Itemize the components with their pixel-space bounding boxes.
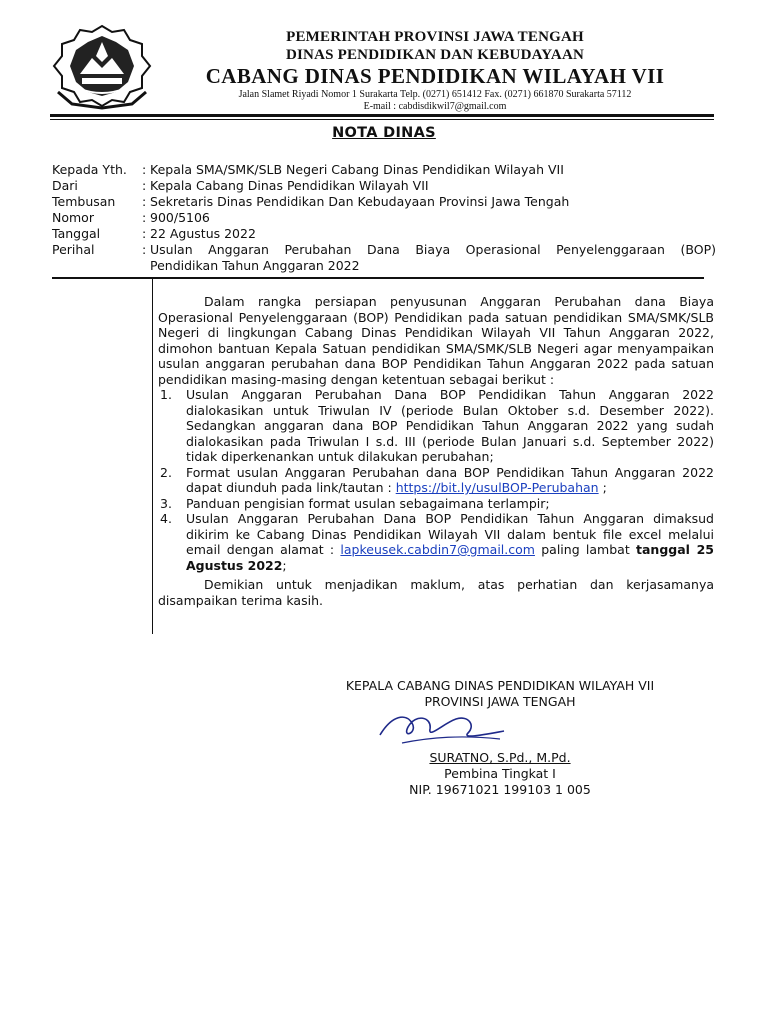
list-number: 3. [160, 495, 172, 511]
info-label: Nomor [52, 210, 94, 225]
info-label: Perihal [52, 242, 95, 257]
letterhead-rule-thick [50, 114, 714, 117]
list-item [158, 496, 714, 512]
list-item [158, 511, 714, 573]
info-value: 22 Agustus 2022 [150, 226, 256, 241]
info-value-continued: Pendidikan Tahun Anggaran 2022 [150, 258, 360, 273]
info-label: Tanggal [52, 226, 101, 241]
signatory-province: PROVINSI JAWA TENGAH [424, 694, 576, 709]
letterhead-rule-thin [50, 119, 714, 120]
header-divider [52, 277, 704, 279]
letterhead-government: PEMERINTAH PROVINSI JAWA TENGAH [286, 29, 584, 45]
letterhead-department: DINAS PENDIDIKAN DAN KEBUDAYAAN [285, 47, 585, 63]
body-margin-line [152, 279, 153, 634]
info-colon: : [142, 226, 147, 241]
handwritten-signature-icon [372, 705, 512, 753]
list-item [158, 387, 714, 465]
list-text [186, 465, 714, 496]
info-colon: : [142, 178, 147, 193]
intro-paragraph: Dalam rangka persiapan penyusunan Anggaran Perubahan dana Biaya Operasional Penyelenggaraan (BOP) Pendidikan pada satuan pendidikan SMA/SMK/SLB Negeri di lingkungan Cabang Dinas Pendidikan Wilayah VII Tahun Anggaran 2022, dimohon bantuan Kepala Satuan pendidikan SMA/SMK/SLB Negeri agar menyampaikan usulan anggaran perubahan dana BOP Pendidikan Tahun Anggaran 2022 pada satuan pendidikan masing-masing dengan ketentuan sebagai berikut : [158, 294, 714, 387]
info-row-kepada [52, 162, 716, 178]
list-text-part: paling lambat [534, 542, 637, 557]
list-text: Usulan Anggaran Perubahan Dana BOP Pendidikan Tahun Anggaran 2022 dialokasikan untuk Triwulan IV (periode Bulan Oktober s.d. Desember 2022). Sedangkan anggaran dana BOP Pendidikan Tahun Anggaran 2022 yang sudah dialokasikan pada Triwulan I s.d. III (periode Bulan Januari s.d. September 2022) tidak diperkenankan untuk dilakukan perubahan; [186, 387, 714, 464]
info-row-dari [52, 178, 716, 194]
list-number: 4. [160, 511, 172, 526]
deadline-text: tanggal 25 Agustus 2022 [186, 542, 714, 573]
info-value: Sekretaris Dinas Pendidikan Dan Kebudayaan Provinsi Jawa Tengah [150, 194, 570, 209]
list-text [186, 511, 714, 573]
info-colon: : [142, 242, 147, 257]
list-text-part: ; [282, 557, 287, 573]
info-row-perihal [52, 242, 716, 258]
closing-paragraph: Demikian untuk menjadikan maklum, atas perhatian dan kerjasamanya disampaikan terima kasih. [158, 577, 714, 608]
letterhead [165, 28, 705, 113]
submission-email-link[interactable]: lapkeusek.cabdin7@gmail.com [340, 542, 535, 557]
info-row-nomor [52, 210, 716, 226]
list-text-part: Usulan Anggaran Perubahan Dana BOP Pendidikan Tahun Anggaran dimaksud dikirim ke Cabang Dinas Pendidikan Wilayah VII dalam bentuk file excel melalui email dengan alamat : [186, 511, 714, 557]
list-number: 1. [160, 387, 172, 402]
info-label: Kepada Yth. [52, 162, 127, 177]
info-value: Kepala Cabang Dinas Pendidikan Wilayah VII [150, 178, 429, 193]
list-text-part: ; [598, 480, 607, 495]
signatory-name: SURATNO, S.Pd., M.Pd. [429, 750, 571, 765]
list-text: Panduan pengisian format usulan sebagaimana terlampir; [186, 495, 550, 511]
list-number: 2. [160, 464, 172, 480]
info-row-tembusan [52, 194, 716, 210]
info-value: Kepala SMA/SMK/SLB Negeri Cabang Dinas Pendidikan Wilayah VII [150, 162, 564, 177]
info-label: Tembusan [52, 194, 116, 209]
list-item [158, 465, 714, 496]
letterhead-branch: CABANG DINAS PENDIDIKAN WILAYAH VII [205, 64, 665, 88]
info-value: 900/5106 [150, 210, 210, 225]
memo-header [52, 162, 716, 274]
info-colon: : [142, 194, 147, 209]
info-value: Usulan Anggaran Perubahan Dana Biaya Operasional Penyelenggaraan (BOP) [150, 242, 716, 257]
signatory-position: KEPALA CABANG DINAS PENDIDIKAN WILAYAH VII [345, 678, 655, 693]
list-text-part: Format usulan Anggaran Perubahan dana BOP Pendidikan Tahun Anggaran 2022 dapat diunduh pada link/tautan : [186, 464, 714, 495]
info-row-tanggal [52, 226, 716, 242]
memo-body [158, 294, 714, 608]
letterhead-address: Jalan Slamet Riyadi Nomor 1 Surakarta Telp. (0271) 651412 Fax. (0271) 661870 Surakarta 57112 [238, 89, 632, 100]
document-title: NOTA DINAS [332, 125, 436, 141]
central-java-emblem-icon [52, 22, 152, 110]
info-colon: : [142, 210, 147, 225]
info-colon: : [142, 162, 147, 177]
provisions-list [158, 387, 714, 573]
letterhead-email: E-mail : cabdisdikwil7@gmail.com [363, 101, 507, 112]
info-label: Dari [52, 178, 78, 193]
bop-format-link[interactable]: https://bit.ly/usulBOP-Perubahan [395, 480, 599, 495]
signatory-nip: NIP. 19671021 199103 1 005 [409, 782, 591, 797]
signatory-rank: Pembina Tingkat I [444, 766, 556, 781]
